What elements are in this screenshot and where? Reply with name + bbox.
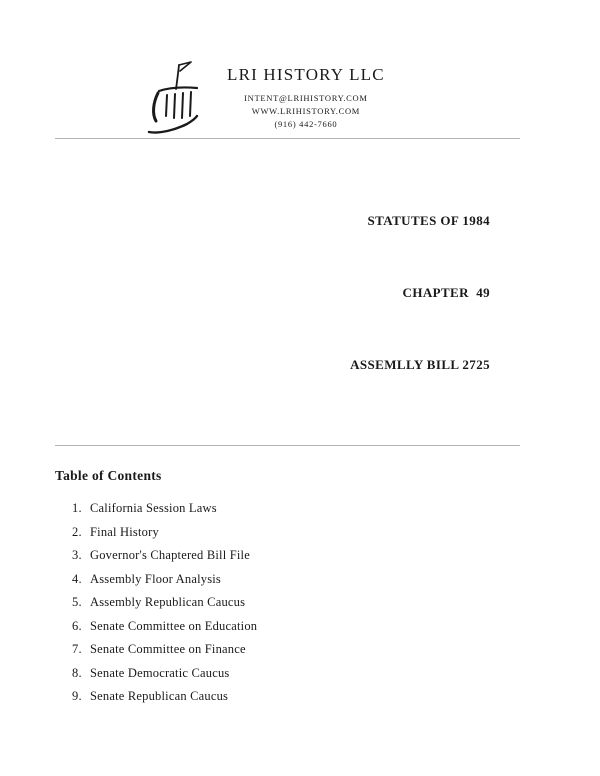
contact-email: INTENT@LRIHISTORY.COM [244, 93, 368, 103]
toc-item-number: 3. [72, 548, 82, 562]
reference-block [55, 161, 490, 425]
toc-item-number: 1. [72, 501, 82, 515]
contact-phone: (916) 442-7660 [274, 119, 338, 129]
toc-list [55, 502, 520, 703]
toc-item [72, 573, 520, 586]
toc-heading: Table of Contents [55, 468, 162, 483]
toc-item [72, 596, 520, 609]
toc-item [72, 690, 520, 703]
contact-website: WWW.LRIHISTORY.COM [251, 106, 361, 116]
toc-item-number: 4. [72, 571, 82, 586]
toc-item [72, 502, 520, 515]
toc-item-label: Governor's Chaptered Bill File [90, 548, 250, 562]
toc-item-number: 6. [72, 618, 82, 633]
divider-bottom [55, 445, 520, 446]
toc-item [72, 667, 520, 680]
company-name: LRI HISTORY LLC [227, 65, 385, 84]
toc-item-number: 8. [72, 665, 82, 680]
chapter-line: CHAPTER 49 [402, 285, 490, 300]
toc-item [72, 620, 520, 633]
letterhead [55, 58, 520, 138]
toc-item-number: 7. [72, 642, 82, 656]
toc-item [72, 643, 520, 656]
toc-item-label: Assembly Floor Analysis [90, 571, 221, 586]
toc-item-label: California Session Laws [90, 501, 217, 515]
capitol-sketch-logo-icon [141, 58, 209, 138]
toc-item-label: Assembly Republican Caucus [90, 595, 246, 609]
divider-top [55, 138, 520, 139]
toc-item [72, 526, 520, 539]
toc-item-label: Senate Republican Caucus [90, 689, 229, 703]
toc-item-label: Senate Committee on Finance [90, 642, 246, 656]
toc-item-number: 9. [72, 689, 82, 703]
toc-item-label: Senate Democratic Caucus [90, 665, 230, 680]
bill-line: ASSEMLLY BILL 2725 [350, 357, 490, 372]
toc-item-label: Final History [90, 524, 159, 539]
statutes-line: STATUTES OF 1984 [367, 213, 490, 228]
toc-item-number: 5. [72, 595, 82, 609]
toc-item [72, 549, 520, 562]
toc-item-number: 2. [72, 524, 82, 539]
contact-block [227, 65, 385, 131]
toc-item-label: Senate Committee on Education [90, 618, 258, 633]
